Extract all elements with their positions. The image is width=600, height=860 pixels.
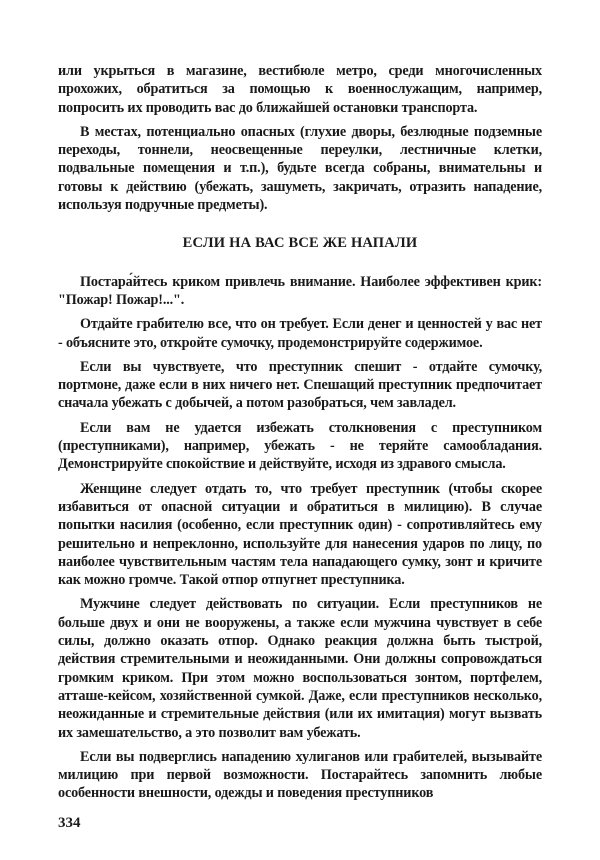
section-heading: ЕСЛИ НА ВАС ВСЕ ЖЕ НАПАЛИ [182, 235, 418, 252]
paragraph: В местах, потенциально опасных (глухие дворы, безлюдные подземные переходы, тоннели, неосвещенные переулки, лестничные клетки, подвальные помещения и т.п.), будьте всегда собраны, внимательны и готовы к действию (убежать, зашуметь, закричать, отразить нападение, используя подручные предметы). [58, 123, 542, 214]
paragraph: Если вы чувствуете, что преступник спешит - отдайте сумочку, портмоне, даже если в них ничего нет. Спешащий преступник предпочитает сначала убежать с добычей, а потом разобраться, чем завладел. [58, 358, 542, 412]
paragraph: Если вы подверглись нападению хулиганов или грабителей, вызывайте милицию при первой возможности. Постарайтесь запомнить любые особенности внешности, одежды и поведения преступников [58, 748, 542, 802]
page-number: 334 [58, 815, 81, 831]
paragraph: Если вам не удается избежать столкновения с преступником (преступниками), например, убежать - не теряйте самообладания. Демонстрируйте спокойствие и действуйте, исходя из здравого смысла. [58, 419, 542, 473]
paragraph: Женщине следует отдать то, что требует преступник (чтобы скорее избавиться от опасной ситуации и обратиться в милицию). В случае попытки насилия (особенно, если преступник один) - сопротивляйтесь ему решительно и непреклонно, используйте для нанесения ударов по лицу, по наиболее чувствительным частям тела нападающего сумку, зонт и кричите как можно громче. Такой отпор отпугнет преступника. [58, 480, 542, 589]
paragraph: Отдайте грабителю все, что он требует. Если денег и ценностей у вас нет - объясните это, откройте сумочку, продемонстрируйте содержимое. [58, 316, 542, 351]
paragraph: Мужчине следует действовать по ситуации. Если преступников не больше двух и они не вооружены, а также если мужчина чувствует в себе силы, должно оказать отпор. Однако реакция должна быть тыстрой, действия стремительными и неожиданными. Они должны сопровождаться громким криком. При этом можно воспользоваться зонтом, портфелем, атташе-кейсом, хозяйственной сумкой. Даже, если преступников несколько, неожиданные и стремительные действия (или их имитация) могут вызвать их замешательство, а это позволит вам убежать. [58, 596, 542, 741]
paragraph: Постара́йтесь криком привлечь внимание. Наиболее эффективен крик: "Пожар! Пожар!...". [58, 273, 542, 308]
paragraph: или укрыться в магазине, вестибюле метро, среди многочисленных прохожих, обратиться за помощью к военнослужащим, например, попросить их проводить вас до ближайшей остановки транспорта. [58, 63, 542, 116]
body-text [58, 62, 542, 803]
